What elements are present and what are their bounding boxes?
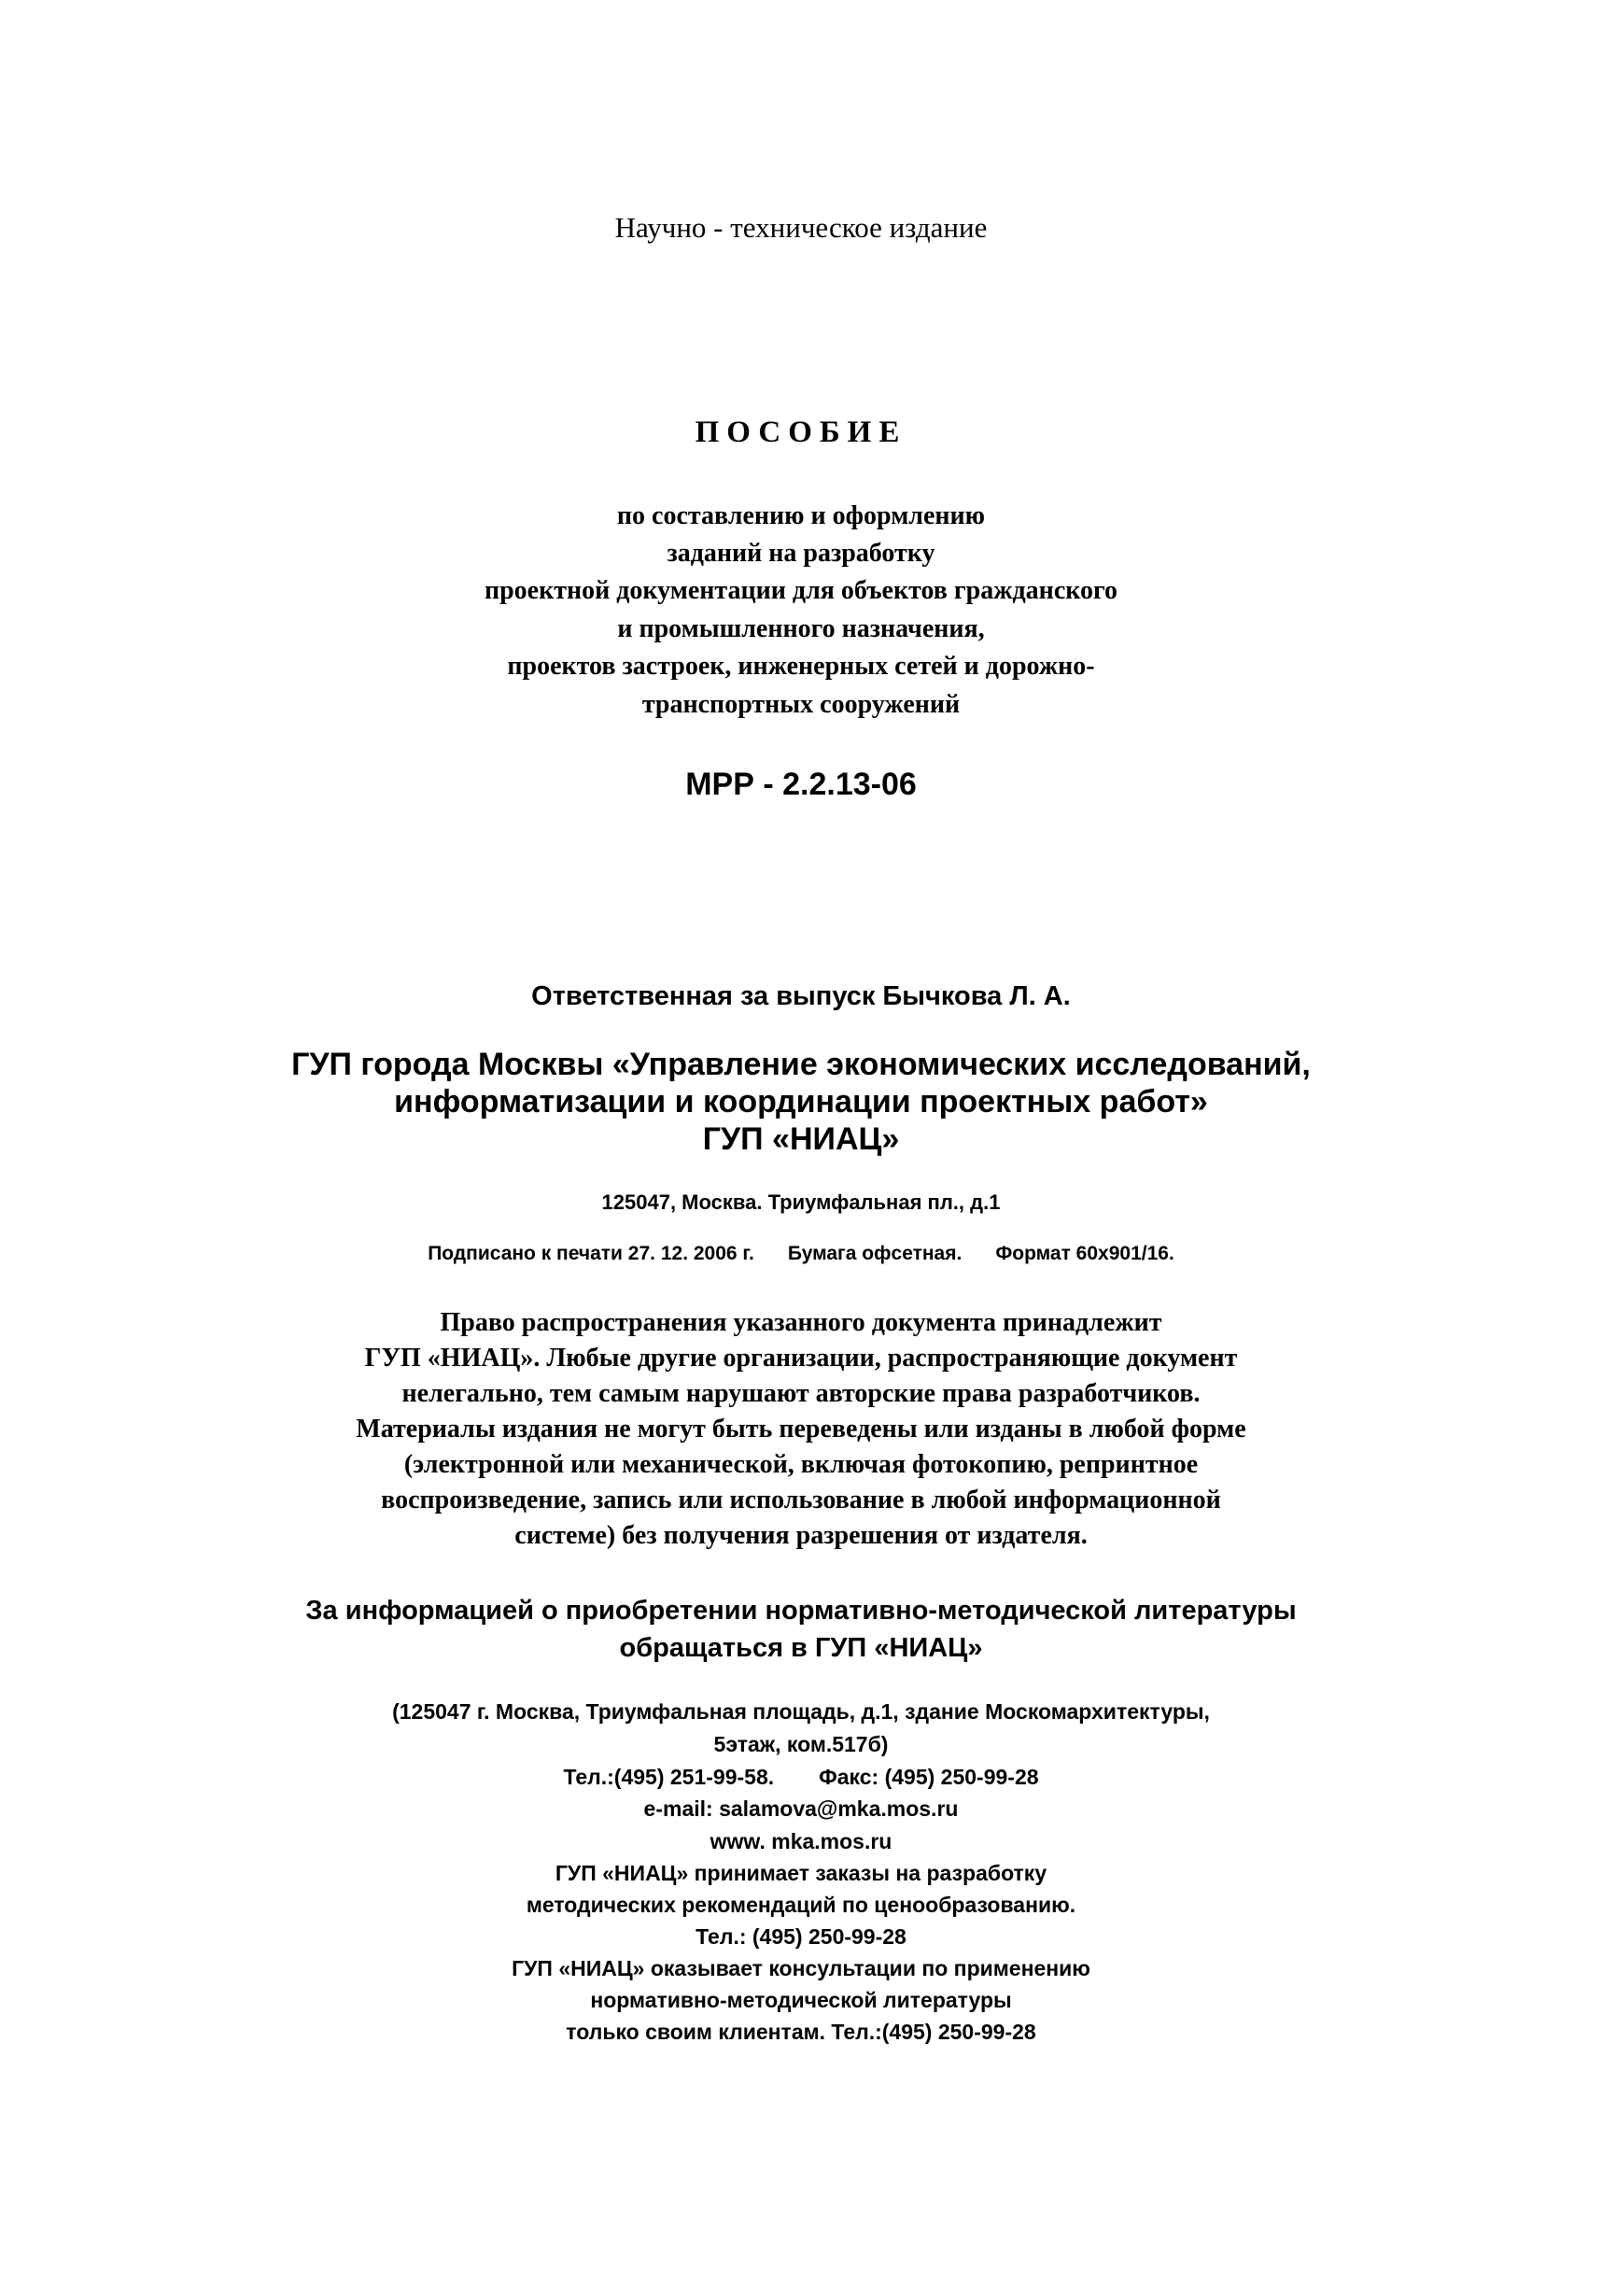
organization-address: 125047, Москва. Триумфальная пл., д.1: [601, 1190, 1001, 1214]
website-text: www. mka.mos.ru: [710, 1829, 892, 1853]
fax-number: Факс: (495) 250-99-28: [819, 1765, 1039, 1789]
print-paper: Бумага офсетная.: [787, 1243, 963, 1264]
consult-line: только своим клиентам. Тел.:(495) 250-99-28: [566, 2020, 1036, 2044]
email-text: e-mail: salamova@mka.mos.ru: [643, 1796, 959, 1821]
subtitle-line: заданий на разработку: [667, 539, 935, 568]
info-line: За информацией о приобретении нормативно-методической литературы: [305, 1596, 1297, 1626]
organization-line: ГУП «НИАЦ»: [702, 1121, 900, 1157]
consult-line: ГУП «НИАЦ» оказывает консультации по применению: [512, 1956, 1090, 1980]
orders-phone: Тел.: (495) 250-99-28: [696, 1924, 906, 1949]
copyright-line: воспроизведение, запись или использование в любой информационной: [381, 1486, 1221, 1514]
publication-type: Научно - техническое издание: [614, 211, 988, 244]
subtitle-line: транспортных сооружений: [641, 690, 961, 719]
copyright-line: ГУП «НИАЦ». Любые другие организации, распространяющие документ: [364, 1344, 1238, 1373]
orders-line: ГУП «НИАЦ» принимает заказы на разработку: [555, 1861, 1047, 1885]
document-code: МРР - 2.2.13-06: [685, 767, 917, 802]
contact-address-line: (125047 г. Москва, Триумфальная площадь, д.1, здание Москомархитектуры,: [392, 1699, 1210, 1724]
print-format: Формат 60х901/16.: [995, 1243, 1174, 1264]
consult-line: нормативно-методической литературы: [590, 1988, 1012, 2012]
copyright-line: нелегально, тем самым нарушают авторские права разработчиков.: [401, 1379, 1201, 1408]
contact-phones: [0, 1767, 1602, 1788]
copyright-line: Право распространения указанного документа принадлежит: [440, 1308, 1162, 1337]
subtitle-line: и промышленного назначения,: [617, 614, 985, 643]
orders-line: методических рекомендаций по ценообразованию.: [526, 1893, 1076, 1917]
print-signed-date: Подписано к печати 27. 12. 2006 г.: [428, 1243, 754, 1264]
copyright-line: Материалы издания не могут быть переведены или изданы в любой форме: [356, 1415, 1246, 1444]
subtitle-line: по составлению и оформлению: [616, 501, 986, 530]
phone-number: Тел.:(495) 251-99-58.: [563, 1765, 775, 1789]
contact-address-line: 5этаж, ком.517б): [713, 1732, 889, 1756]
subtitle-line: проектной документации для объектов гражданского: [484, 576, 1118, 605]
copyright-line: (электронной или механической, включая фотокопию, репринтное: [403, 1450, 1199, 1479]
copyright-line: системе) без получения разрешения от издателя.: [514, 1521, 1088, 1550]
document-title: ПОСОБИЕ: [695, 416, 907, 449]
organization-line: ГУП города Москвы «Управление экономических исследований,: [291, 1047, 1311, 1082]
print-info: [0, 1244, 1602, 1263]
subtitle-line: проектов застроек, инженерных сетей и дорожно-: [507, 652, 1095, 681]
info-line: обращаться в ГУП «НИАЦ»: [619, 1633, 983, 1663]
organization-line: информатизации и координации проектных работ»: [394, 1084, 1208, 1120]
responsible-person: Ответственная за выпуск Бычкова Л. А.: [531, 981, 1071, 1011]
